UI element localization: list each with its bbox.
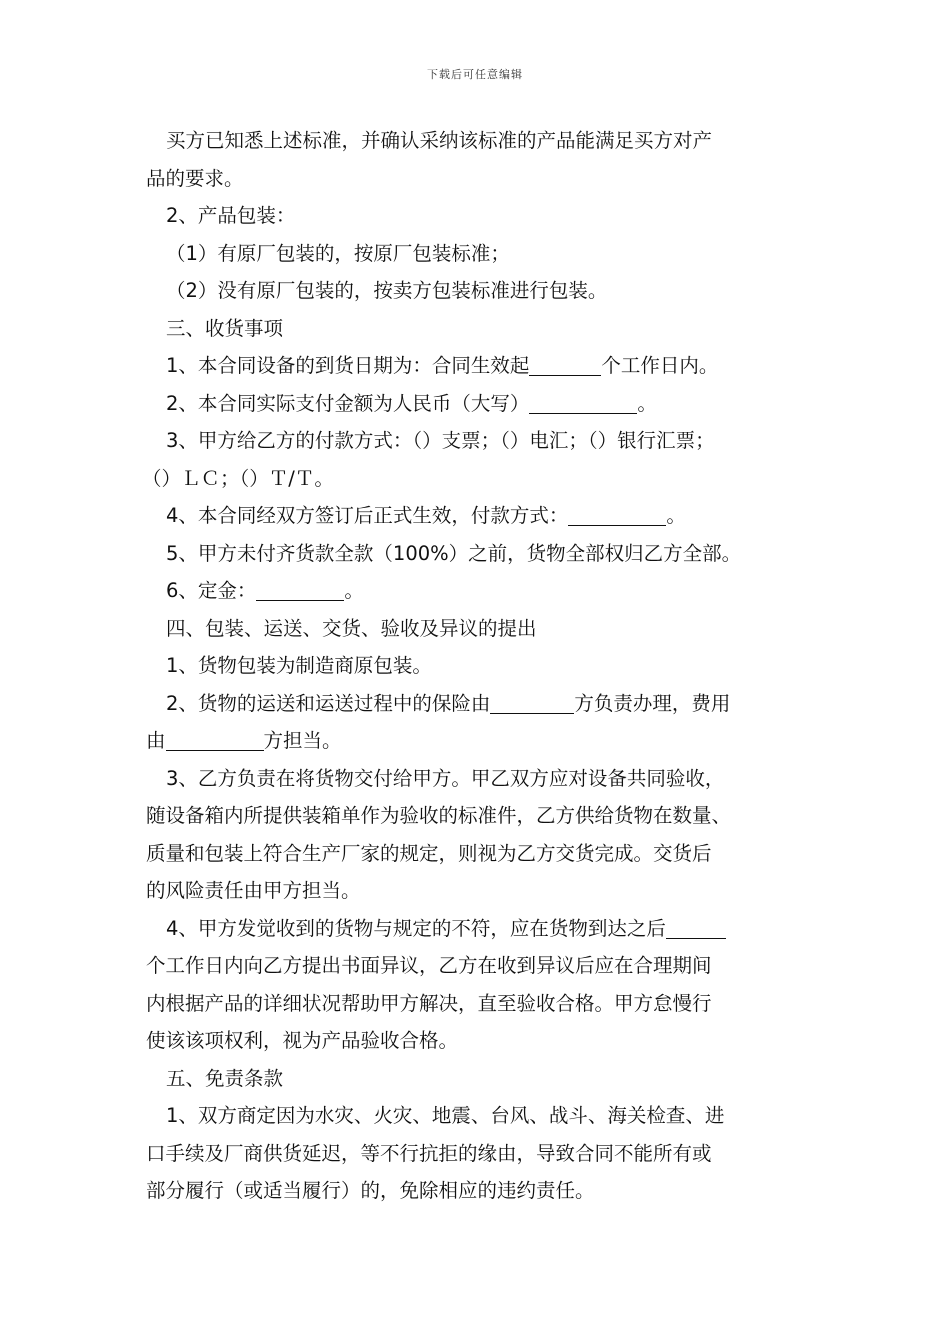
page-header: 下载后可任意编辑 — [427, 68, 523, 81]
text-segment: 1、本合同设备的到货日期为：合同生效起 — [166, 354, 530, 377]
text-segment: 方负责办理，费用 — [574, 691, 731, 715]
paragraph-line — [146, 760, 810, 798]
text-segment: 1、货物包装为制造商原包装。 — [166, 654, 432, 677]
paragraph-line — [146, 835, 810, 873]
paragraph-line — [146, 122, 810, 160]
fill-in-blank — [529, 391, 637, 414]
text-segment: 四、包装、运送、交货、验收及异议的提出 — [166, 616, 537, 640]
text-segment: （1）有原厂包装的，按原厂包装标准； — [166, 241, 510, 265]
paragraph-line — [142, 460, 810, 498]
text-segment: 4、甲方发觉收到的货物与规定的不符，应在货物到达之后 — [166, 916, 666, 940]
paragraph-line — [146, 347, 810, 385]
text-segment: 1、双方商定因为水灾、火灾、地震、台风、战斗、海关检查、进 — [166, 1104, 725, 1127]
text-segment: 4、本合同经双方签订后正式生效，付款方式： — [166, 504, 569, 527]
text-segment: 使该该项权利，视为产品验收合格。 — [146, 1029, 459, 1052]
fill-in-blank — [666, 916, 726, 939]
text-segment: 。 — [637, 391, 657, 415]
paragraph-line — [146, 422, 810, 460]
paragraph-line — [146, 910, 810, 948]
text-segment: 内根据产品的详细状况帮助甲方解决，直至验收合格。甲方怠慢行 — [146, 991, 712, 1015]
text-segment: 由 — [146, 729, 166, 752]
fill-in-blank — [256, 578, 344, 601]
text-segment: 个工作日内。 — [601, 354, 719, 377]
section-heading — [146, 310, 810, 348]
document-body — [142, 122, 810, 1210]
text-segment: 2、货物的运送和运送过程中的保险由 — [166, 691, 491, 715]
text-segment: 5、甲方未付齐货款全款（100%）之前，货物全部权归乙方全部。 — [166, 541, 742, 565]
text-segment: （2）没有原厂包装的，按卖方包装标准进行包装。 — [166, 279, 608, 302]
text-segment: 2、产品包装： — [166, 204, 296, 227]
paragraph-line — [146, 272, 810, 310]
text-segment: 买方已知悉上述标准，并确认采纳该标准的产品能满足买方对产 — [166, 129, 713, 152]
text-segment: 3、乙方负责在将货物交付给甲方。甲乙双方应对设备共同验收， — [166, 766, 725, 790]
text-segment: 的风险责任由甲方担当。 — [146, 879, 361, 902]
paragraph-line — [146, 535, 810, 573]
fill-in-blank — [568, 503, 666, 526]
text-segment: 口手续及厂商供货延迟，等不行抗拒的缘由，导致合同不能所有或 — [146, 1141, 712, 1165]
text-segment: 随设备箱内所提供装箱单作为验收的标准件，乙方供给货物在数量、 — [146, 804, 732, 827]
paragraph-line — [146, 1022, 810, 1060]
paragraph-line — [146, 1135, 810, 1173]
paragraph-line — [146, 572, 810, 610]
text-segment: 方担当。 — [263, 729, 342, 752]
paragraph-line — [146, 947, 810, 985]
section-heading — [146, 610, 810, 648]
paragraph-line — [146, 385, 810, 423]
paragraph-line — [146, 1097, 810, 1135]
paragraph-line — [146, 685, 810, 723]
paragraph-line — [146, 235, 810, 273]
text-segment: 。 — [344, 579, 364, 602]
section-heading — [146, 197, 810, 235]
text-segment: 3、甲方给乙方的付款方式：（）支票；（）电汇；（）银行汇票； — [166, 429, 715, 452]
text-segment: 质量和包装上符合生产厂家的规定，则视为乙方交货完成。交货后 — [146, 841, 712, 865]
text-segment: 品的要求。 — [146, 166, 244, 190]
paragraph-line — [146, 872, 810, 910]
paragraph-line — [146, 722, 810, 760]
text-segment: 三、收货事项 — [166, 316, 284, 340]
text-segment: 。 — [666, 504, 686, 527]
text-segment: 五、免责条款 — [166, 1066, 284, 1090]
section-heading — [146, 1060, 810, 1098]
fill-in-blank — [166, 728, 264, 751]
text-segment: 个工作日内向乙方提出书面异议，乙方在收到异议后应在合理期间 — [146, 954, 712, 977]
fill-in-blank — [490, 691, 574, 714]
text-segment: 6、定金： — [166, 579, 257, 602]
fill-in-blank — [529, 353, 601, 376]
paragraph-line — [146, 985, 810, 1023]
paragraph-line — [146, 497, 810, 535]
text-segment: 部分履行（或适当履行）的，免除相应的违约责任。 — [146, 1179, 595, 1202]
paragraph-line — [146, 1172, 810, 1210]
paragraph-line — [146, 160, 810, 198]
paragraph-line — [146, 797, 810, 835]
text-segment: （）ＬＣ；（）Ｔ/Ｔ。 — [142, 466, 334, 490]
text-segment: 2、本合同实际支付金额为人民币（大写） — [166, 391, 530, 415]
paragraph-line — [146, 647, 810, 685]
